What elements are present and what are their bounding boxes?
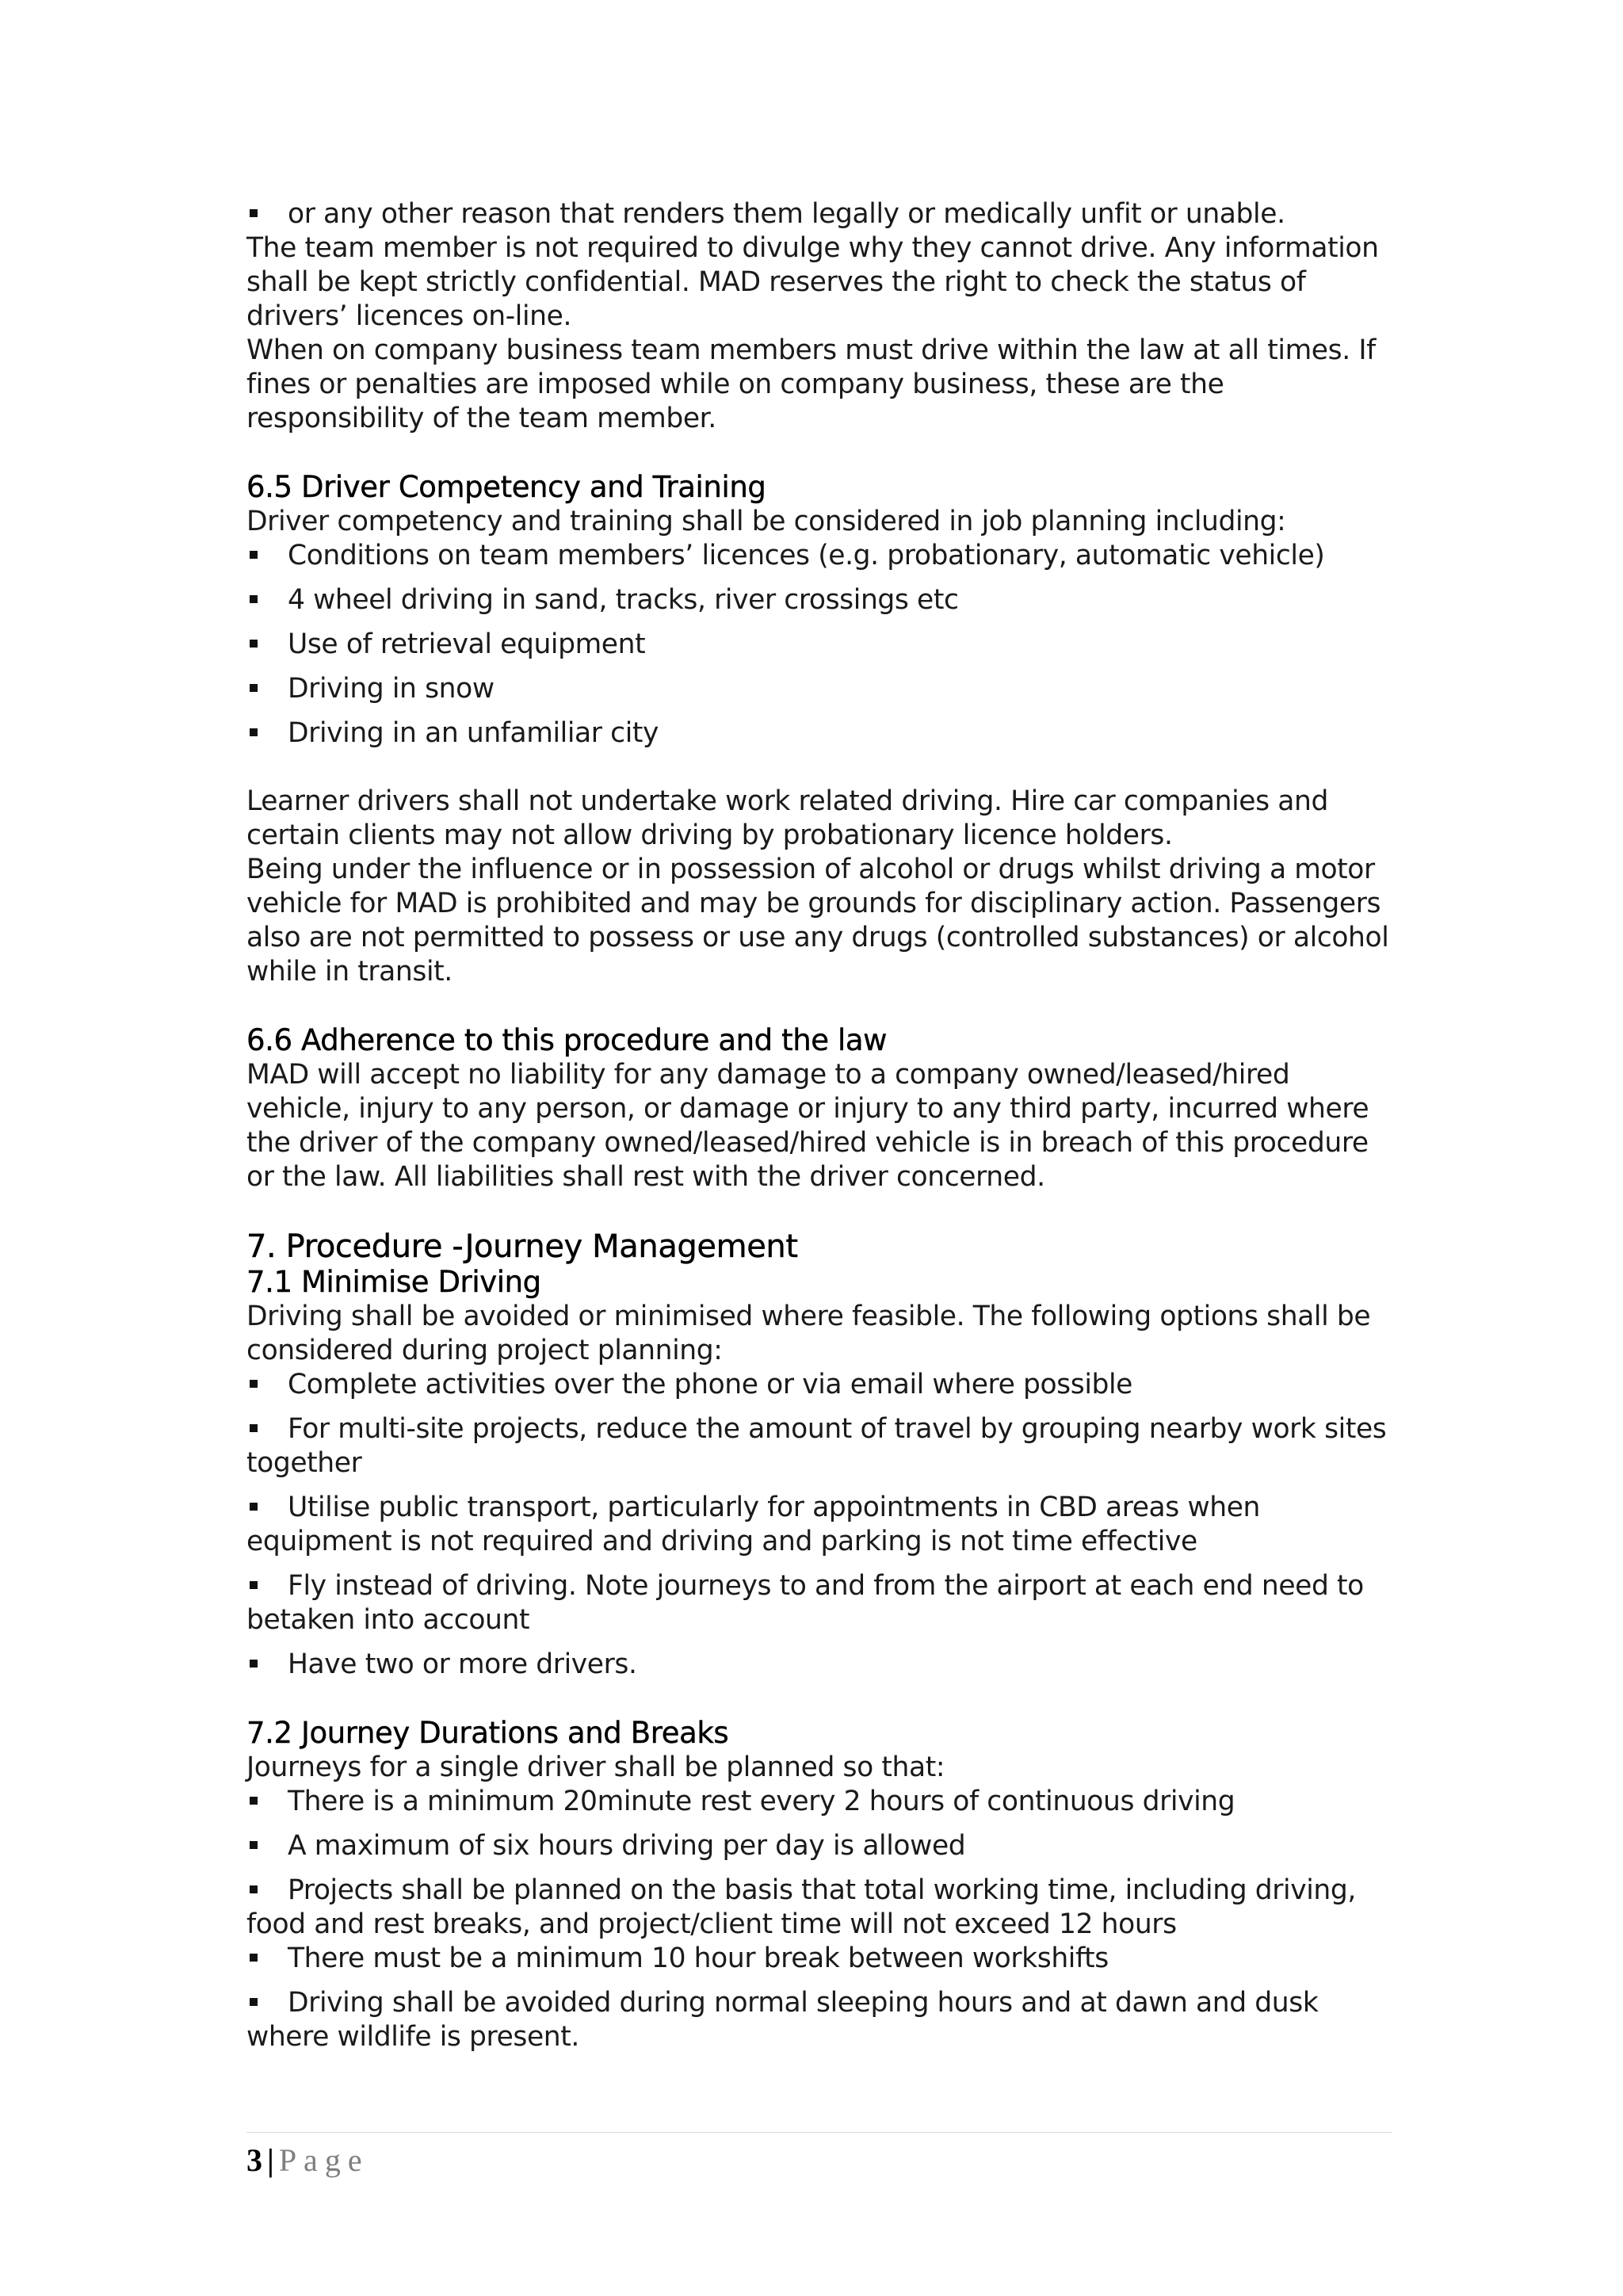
page-number: 3 (246, 2142, 262, 2178)
bullet-square-icon (250, 1424, 258, 1432)
bullet-square-icon (250, 1998, 258, 2006)
list-item-text: Fly instead of driving. Note journeys to and from the airport at each end need to betaken into account (246, 1570, 1364, 1636)
paragraph: When on company business team members must drive within the law at all times. If fines or penalties are imposed while on company business, these are the responsibility of the team member. (246, 334, 1376, 434)
list-item-text: Use of retrieval equipment (288, 628, 646, 660)
list-item (246, 1368, 1396, 1402)
list-item (246, 1785, 1396, 1819)
paragraph: Learner drivers shall not undertake work related driving. Hire car companies and certain clients may not allow driving by probationary licence holders. (246, 785, 1328, 851)
bullet-square-icon (250, 1503, 258, 1511)
list-item (246, 539, 1396, 573)
paragraph: MAD will accept no liability for any damage to a company owned/leased/hired vehicle, injury to any person, or damage or injury to any third party, incurred where the driver of the company owned/leased/hired vehicle is in breach of this procedure or the law. All liabilities shall rest with the driver concerned. (246, 1059, 1369, 1193)
list-item (246, 1829, 1396, 1863)
bullet-square-icon (250, 595, 258, 603)
bullet-square-icon (250, 1954, 258, 1962)
list-item-text: For multi-site projects, reduce the amount of travel by grouping nearby work sites together (246, 1413, 1387, 1479)
list-item (246, 1986, 1396, 2054)
list-item-text: Utilise public transport, particularly for appointments in CBD areas when equipment is not required and driving and parking is not time effective (246, 1492, 1261, 1557)
list-item-text: Complete activities over the phone or via email where possible (288, 1369, 1133, 1400)
section-heading-7-2: 7.2 Journey Durations and Breaks (246, 1716, 729, 1750)
bullet-square-icon (250, 640, 258, 648)
list-item-text: Conditions on team members’ licences (e.g. probationary, automatic vehicle) (288, 540, 1325, 571)
list-item (246, 1412, 1396, 1480)
bullet-square-icon (250, 1660, 258, 1668)
bullet-square-icon (250, 1797, 258, 1805)
bullet-square-icon (250, 728, 258, 736)
paragraph: Being under the influence or in possession of alcohol or drugs whilst driving a motor vehicle for MAD is prohibited and may be grounds for disciplinary action. Passengers also are not permitted to possess or use any drugs (controlled substances) or alcohol while in transit. (246, 854, 1389, 988)
page-label: Page (278, 2142, 369, 2178)
section-heading-6-6: 6.6 Adherence to this procedure and the law (246, 1023, 887, 1057)
list-item-text: Have two or more drivers. (288, 1648, 637, 1680)
bullet-square-icon (250, 1380, 258, 1388)
list-item-text: A maximum of six hours driving per day is allowed (288, 1830, 966, 1862)
list-item-text: or any other reason that renders them legally or medically unfit or unable. (288, 198, 1285, 230)
bullet-square-icon (250, 684, 258, 692)
page-footer (246, 2132, 1392, 2180)
paragraph: Driver competency and training shall be considered in job planning including: (246, 506, 1286, 537)
list-item-text: Driving in an unfamiliar city (288, 717, 659, 749)
list-item (246, 197, 1396, 231)
section-heading-7-1: 7.1 Minimise Driving (246, 1265, 541, 1299)
list-item-text: There is a minimum 20minute rest every 2 hours of continuous driving (288, 1786, 1235, 1817)
list-item (246, 1648, 1396, 1682)
paragraph: The team member is not required to divulge why they cannot drive. Any information shall be kept strictly confidential. MAD reserves the right to check the status of drivers’ licences on-line. (246, 232, 1379, 332)
list-item-text: There must be a minimum 10 hour break between workshifts (288, 1943, 1109, 1974)
list-item (246, 1874, 1396, 1942)
list-item (246, 1942, 1396, 1976)
page-body (246, 197, 1396, 2054)
list-item (246, 628, 1396, 662)
bullet-square-icon (250, 1885, 258, 1893)
bullet-square-icon (250, 209, 258, 217)
list-item-text: Projects shall be planned on the basis that total working time, including driving, food and rest breaks, and project/client time will not exceed 12 hours (246, 1874, 1356, 1940)
section-heading-6-5: 6.5 Driver Competency and Training (246, 470, 766, 504)
list-item (246, 1569, 1396, 1637)
paragraph: Journeys for a single driver shall be planned so that: (246, 1752, 945, 1783)
bullet-square-icon (250, 1841, 258, 1849)
footer-separator: | (267, 2142, 274, 2178)
list-item (246, 1491, 1396, 1559)
bullet-square-icon (250, 551, 258, 559)
list-item-text: Driving in snow (288, 673, 495, 705)
list-item-text: 4 wheel driving in sand, tracks, river crossings etc (288, 584, 959, 616)
list-item (246, 583, 1396, 617)
list-item (246, 716, 1396, 751)
section-heading-7: 7. Procedure -Journey Management (246, 1228, 798, 1265)
list-item-text: Driving shall be avoided during normal sleeping hours and at dawn and dusk where wildlife is present. (246, 1987, 1319, 2053)
list-item (246, 672, 1396, 706)
paragraph: Driving shall be avoided or minimised where feasible. The following options shall be considered during project planning: (246, 1301, 1371, 1366)
bullet-square-icon (250, 1581, 258, 1589)
